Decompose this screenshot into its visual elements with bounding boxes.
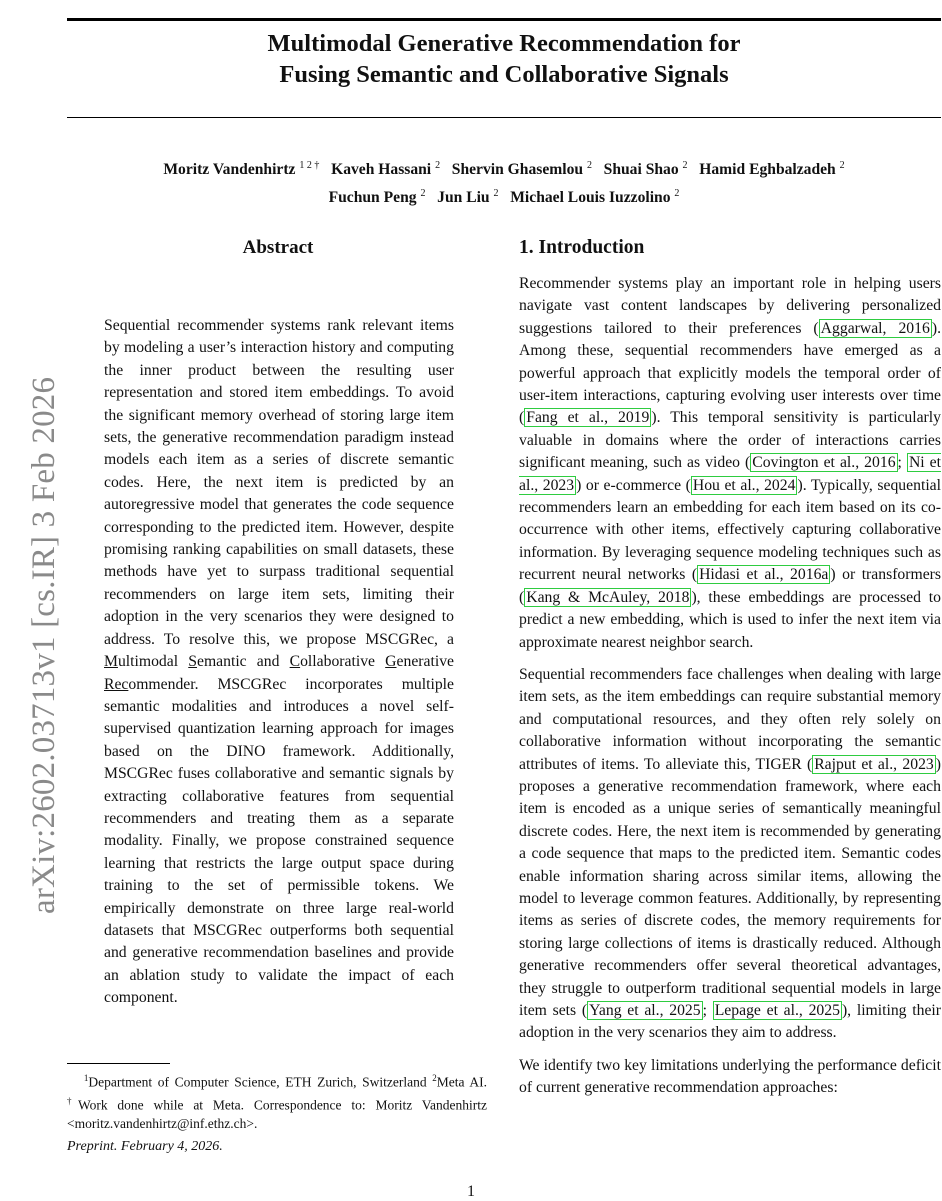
author-line-1	[67, 154, 941, 182]
citation-link[interactable]: Lepage et al., 2025	[714, 1002, 840, 1019]
author: Michael Louis Iuzzolino $^2$	[510, 188, 680, 207]
author: Hamid Eghbalzadeh $^2$	[699, 160, 845, 179]
author: Jun Liu $^2$	[437, 188, 499, 207]
citation-link[interactable]: Rajput et al., 2023	[814, 755, 934, 773]
page-number: 1	[467, 1183, 475, 1200]
introduction-heading: 1. Introduction	[519, 237, 645, 258]
citation-link[interactable]: Kang & McAuley, 2018	[526, 588, 690, 606]
citation-link[interactable]: Hidasi et al., 2016a	[699, 566, 829, 584]
citation-link[interactable]: Hou et al., 2024	[692, 476, 796, 494]
introduction-body	[519, 273, 941, 1110]
author: Shervin Ghasemlou $^2$	[451, 160, 592, 179]
author-line-2	[67, 182, 941, 210]
author: Shuai Shao $^2$	[603, 160, 688, 179]
footnote: $^1$Department of Computer Science, ETH Zurich, Switzerland $^2$Meta AI. †Work done while at Meta. Correspondence to: Moritz Vandenhirtz <moritz.vandenhirtz@inf.ethz.ch>.	[67, 1073, 487, 1131]
intro-paragraph-2: Sequential recommenders face challenges when dealing with large item sets, as the item embeddings can require substantial memory and computational resources, and they often rely solely on collaborative information without incorporating the semantic attributes of items. To alleviate this, TIGER ( Rajput et al., 2023 ) proposes a generative recommendation framework, where each item is encoded as a unique series of semantically meaningful discrete codes. Here, the next item is recommended by generating a code sequence that maps to the predicted item. Semantic codes enable information sharing across similar items, allowing the model to leverage common features. Additionally, by representing items as series of discrete codes, the memory requirements for storing large collections of items is drastically reduced. Although generative recommenders offer several theoretical advantages, they struggle to outperform traditional sequential models in large item sets ( Yang et al., 2025 ; Lepage et al., 2025 ), limiting their adoption in the very scenarios they aim to address.	[519, 665, 942, 1042]
footnote-rule	[67, 1063, 170, 1064]
citation-link[interactable]: Yang et al., 2025	[589, 1002, 701, 1019]
paper-title	[67, 28, 941, 90]
abstract-body: Sequential recommender systems rank relevant items by modeling a user’s interaction history and computing the inner product between the resulting user representation and stored item embeddings. To avoid the significant memory overhead of storing large item sets, the generative recommendation paradigm instead models each item as a series of discrete semantic codes. Here, the next item is predicted by an autoregressive model that generates the code sequence corresponding to the predicted item. However, despite promising ranking capabilities on small datasets, these methods have yet to surpass traditional sequential recommenders on large item sets, limiting their adoption in the very scenarios they were designed to address. To resolve this, we propose MSCGRec, a Multimodal Semantic and Collaborative Generative Recommender. MSCGRec incorporates multiple semantic modalities and introduces a novel self-supervised quantization learning approach for images based on the DINO framework. Additionally, MSCGRec fuses collaborative and semantic signals by extracting collaborative features from sequential recommenders and treating them as a separate modality. Finally, we propose constrained sequence learning that restricts the large output space during training to the set of permissible tokens. We empirically demonstrate on three large real-world datasets that MSCGRec outperforms both sequential and generative recommendation baselines and provide an ablation study to validate the impact of each component.	[104, 317, 454, 1007]
author: Fuchun Peng $^2$	[328, 188, 426, 207]
abstract-heading: Abstract	[242, 237, 314, 258]
citation-link[interactable]: Aggarwal, 2016	[820, 319, 930, 337]
title-bottom-rule	[67, 117, 941, 118]
author: Moritz Vandenhirtz $^{1 2 \dagger}$	[163, 160, 320, 179]
arxiv-stamp	[0, 284, 62, 914]
citation-link[interactable]: Ni et al., 2023	[519, 454, 942, 494]
citation-link[interactable]: Fang et al., 2019	[526, 409, 650, 427]
title-line-1: Multimodal Generative Recommendation for	[267, 30, 741, 57]
author-list	[67, 154, 941, 210]
top-rule	[67, 18, 941, 21]
arxiv-id: arXiv:2602.03713v1 [cs.IR] 3 Feb 2026	[26, 376, 62, 914]
citation-link[interactable]: Covington et al., 2016	[752, 454, 896, 472]
intro-paragraph-1: Recommender systems play an important role in helping users navigate vast content landscapes by delivering personalized suggestions tailored to their preferences ( Aggarwal, 2016 ). Among these, sequential recommenders have emerged as a powerful approach that explicitly models the temporal order of user-item interactions, capturing evolving user interests over time ( Fang et al., 2019 ). This temporal sensitivity is particularly valuable in domains where the order of interactions carries significant meaning, such as video ( Covington et al., 2016 ; Ni et al., 2023 ) or e-commerce ( Hou et al., 2024 ). Typically, sequential recommenders learn an embedding for each item based on its co-occurrence with other items, effectively capturing collaborative information. By leveraging sequence modeling techniques such as recurrent neural networks ( Hidasi et al., 2016a ) or transformers ( Kang & McAuley, 2018 ), these embeddings are processed to predict a new embedding, which is used to infer the next item via approximate nearest neighbor search.	[519, 275, 942, 651]
title-line-2: Fusing Semantic and Collaborative Signals	[279, 61, 729, 88]
author: Kaveh Hassani $^2$	[331, 160, 441, 179]
intro-paragraph-3: We identify two key limitations underlying the performance deficit of current generative recommendation approaches:	[519, 1056, 941, 1097]
preprint-note: Preprint. February 4, 2026.	[67, 1139, 223, 1154]
